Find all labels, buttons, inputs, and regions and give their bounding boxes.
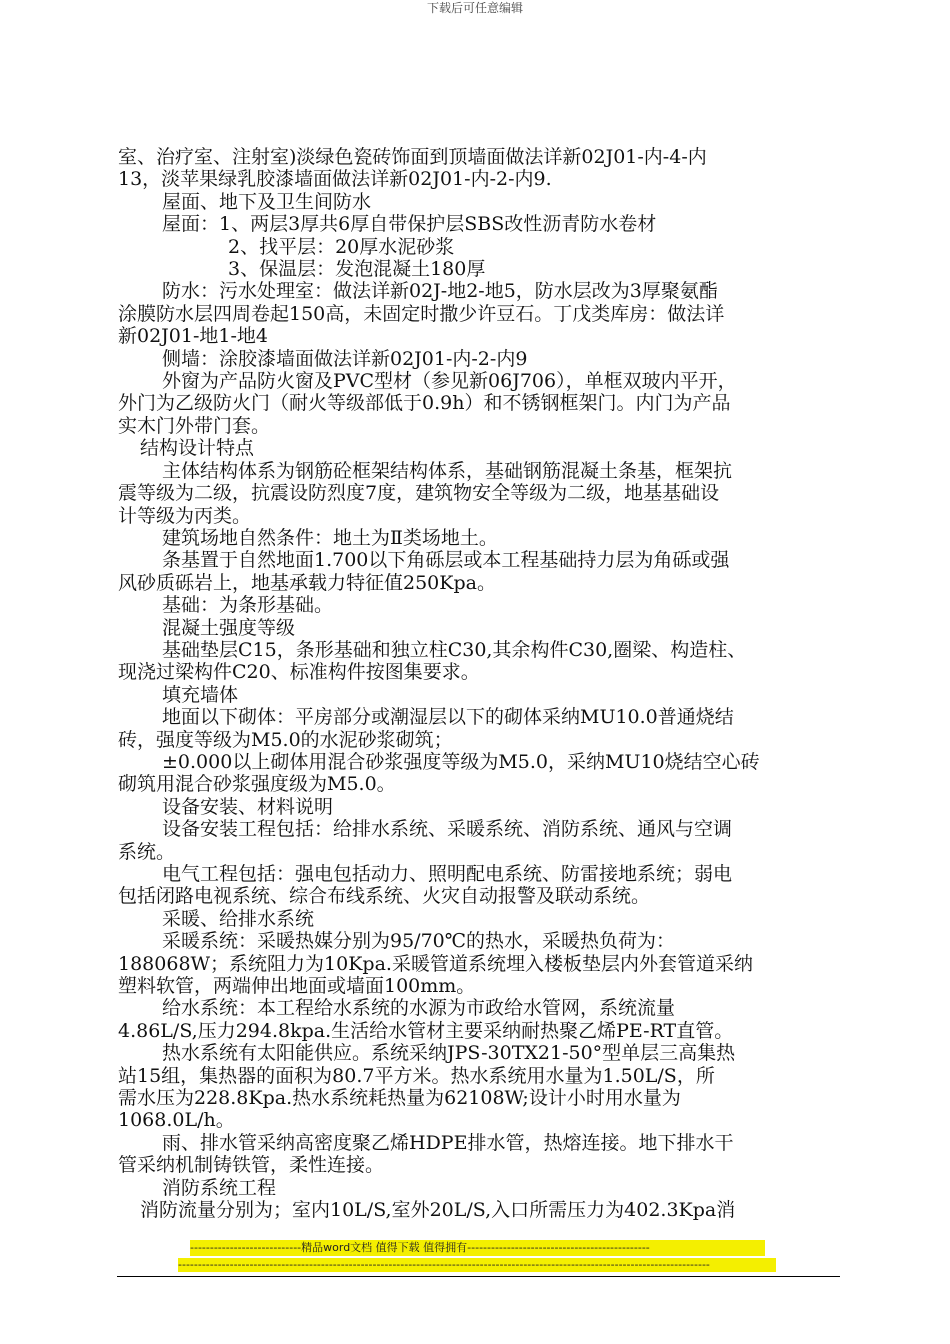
paragraph-line: 屋面、地下及卫生间防水 [162, 190, 372, 213]
paragraph-line: 外门为乙级防火门（耐火等级部低于0.9h）和不锈钢框架门。内门为产品 [118, 392, 731, 415]
paragraph-line: 设备安装工程包括：给排水系统、采暖系统、消防系统、通风与空调 [162, 818, 733, 841]
paragraph-line: 结构设计特点 [140, 437, 255, 460]
document-body [118, 146, 840, 1222]
paragraph-line: 采暖系统：采暖热媒分别为95/70℃的热水，采暖热负荷为： [162, 930, 676, 953]
paragraph-line: 地面以下砌体：平房部分或潮湿层以下的砌体采纳MU10.0普通烧结 [162, 706, 734, 729]
paragraph-line: 3、保温层：发泡混凝土180厚 [228, 258, 486, 281]
paragraph-line: 砌筑用混合砂浆强度级为M5.0。 [118, 773, 396, 796]
paragraph-line: 新02J01-地1-地4 [118, 325, 268, 348]
paragraph-line: 设备安装、材料说明 [162, 795, 334, 818]
paragraph-line: 1068.0L/h。 [118, 1109, 235, 1132]
paragraph-line: 基础：为条形基础。 [162, 594, 334, 617]
paragraph-line: 给水系统：本工程给水系统的水源为市政给水管网，系统流量 [162, 997, 676, 1020]
paragraph-line: 实木门外带门套。 [118, 414, 271, 437]
paragraph-line: 包括闭路电视系统、综合布线系统、火灾自动报警及联动系统。 [118, 885, 651, 908]
paragraph-line: 消防流量分别为；室内10L/S,室外20L/S,入口所需压力为402.3Kpa消 [140, 1199, 736, 1222]
paragraph-line: 需水压为228.8Kpa.热水系统耗热量为62108W;设计小时用水量为 [118, 1087, 681, 1110]
paragraph-line: 防水：污水处理室：做法详新02J-地2-地5，防水层改为3厚聚氨酯 [162, 280, 718, 303]
paragraph-line: 188068W；系统阻力为10Kpa.采暖管道系统埋入楼板垫层内外套管道采纳 [118, 952, 753, 975]
paragraph-line: 屋面：1、两层3厚共6厚自带保护层SBS改性沥青防水卷材 [162, 213, 657, 236]
paragraph-line: 基础垫层C15，条形基础和独立柱C30,其余构件C30,圈梁、构造柱、 [162, 638, 747, 661]
paragraph-line: 计等级为丙类。 [118, 504, 252, 527]
paragraph-line: 4.86L/S,压力294.8kpa.生活给水管材主要采纳耐热聚乙烯PE-RT直管。 [118, 1019, 734, 1042]
paragraph-line: ±0.000以上砌体用混合砂浆强度等级为M5.0，采纳MU10烧结空心砖 [162, 750, 760, 773]
page-header: 下载后可任意编辑 [426, 1, 523, 15]
paragraph-line: 站15组，集热器的面积为80.7平方米。热水系统用水量为1.50L/S，所 [118, 1064, 715, 1087]
paragraph-line: 热水系统有太阳能供应。系统采纳JPS-30TX21-50°型单层三高集热 [162, 1042, 736, 1065]
paragraph-line: 侧墙：涂胶漆墙面做法详新02J01-内-2-内9 [162, 347, 528, 370]
paragraph-line: 涂膜防水层四周卷起150高，未固定时撒少许豆石。丁戊类库房：做法详 [118, 302, 725, 325]
footer-banner-line2: -------------------------------------------------------------------------------------------------------------------------------------- [178, 1258, 776, 1272]
paragraph-line: 建筑场地自然条件：地土为Ⅱ类场地土。 [162, 526, 498, 549]
paragraph-line: 电气工程包括：强电包括动力、照明配电系统、防雷接地系统；弱电 [162, 863, 733, 885]
footer-banner-line1: ----------------------------精品word文档 值得下载 值得拥有---------------------------------------------- [190, 1240, 765, 1256]
paragraph-line: 采暖、给排水系统 [162, 907, 315, 930]
paragraph-line: 室、治疗室、注射室)淡绿色瓷砖饰面到顶墙面做法详新02J01-内-4-内 [118, 146, 707, 168]
paragraph-line: 13，淡苹果绿乳胶漆墙面做法详新02J01-内-2-内9. [118, 168, 552, 191]
paragraph-line: 系统。 [118, 840, 176, 863]
paragraph-line: 砖，强度等级为M5.0的水泥砂浆砌筑； [118, 728, 453, 751]
paragraph-line: 风砂质砾岩上，地基承载力特征值250Kpa。 [118, 571, 496, 594]
paragraph-line: 2、找平层：20厚水泥砂浆 [228, 235, 455, 258]
paragraph-line: 雨、排水管采纳高密度聚乙烯HDPE排水管，热熔连接。地下排水干 [162, 1131, 734, 1154]
paragraph-line: 震等级为二级，抗震设防烈度7度，建筑物安全等级为二级，地基基础设 [118, 482, 720, 505]
paragraph-line: 混凝土强度等级 [162, 616, 296, 639]
paragraph-line: 现浇过梁构件C20、标准构件按图集要求。 [118, 661, 480, 684]
paragraph-line: 消防系统工程 [162, 1176, 277, 1199]
paragraph-line: 主体结构体系为钢筋砼框架结构体系，基础钢筋混凝土条基，框架抗 [162, 459, 733, 482]
paragraph-line: 塑料软管，两端伸出地面或墙面100mm。 [118, 975, 476, 998]
paragraph-line: 条基置于自然地面1.700以下角砾层或本工程基础持力层为角砾或强 [162, 549, 730, 572]
paragraph-line: 填充墙体 [162, 683, 239, 706]
paragraph-line: 管采纳机制铸铁管，柔性连接。 [118, 1154, 385, 1177]
paragraph-line: 外窗为产品防火窗及PVC型材（参见新06J706），单框双玻内平开， [162, 370, 737, 393]
footer-rule [117, 1276, 840, 1277]
